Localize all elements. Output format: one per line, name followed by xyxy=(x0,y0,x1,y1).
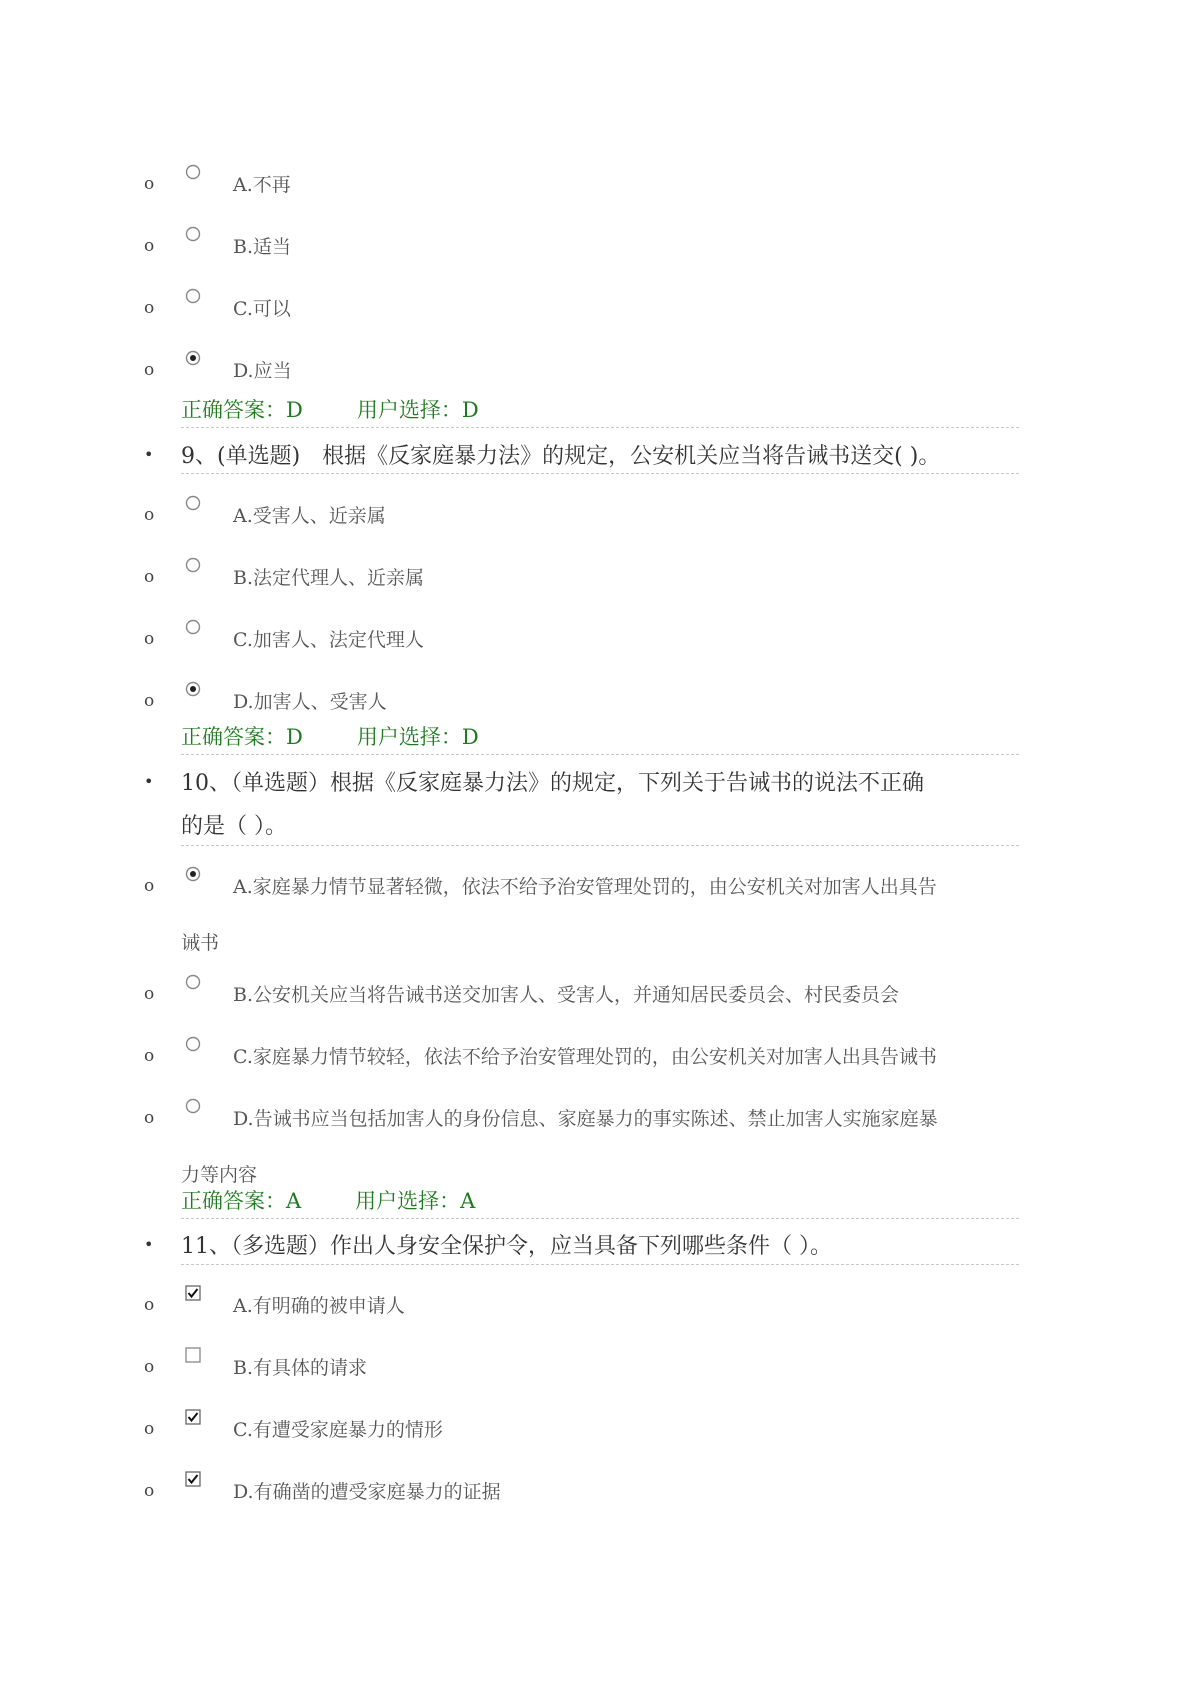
q10-option-d[interactable] xyxy=(0,1094,1191,1134)
radio-unselected-icon[interactable] xyxy=(185,1098,201,1114)
user-choice-label: 用户选择： xyxy=(355,1189,461,1213)
option-label: B.公安机关应当将告诫书送交加害人、受害人，并通知居民委员会、村民委员会 xyxy=(233,984,900,1006)
checkbox-checked-icon[interactable] xyxy=(185,1471,201,1487)
radio-selected-icon[interactable] xyxy=(185,866,201,882)
option-label: A.家庭暴力情节显著轻微，依法不给予治安管理处罚的，由公安机关对加害人出具告 xyxy=(233,876,937,898)
question-bullet: • xyxy=(144,1235,154,1254)
option-label-continued: 力等内容 xyxy=(181,1164,258,1186)
option-label: B.适当 xyxy=(233,236,292,258)
option-bullet: o xyxy=(144,360,155,380)
radio-unselected-icon[interactable] xyxy=(185,974,201,990)
radio-unselected-icon[interactable] xyxy=(185,164,201,180)
option-bullet: o xyxy=(144,984,155,1004)
option-label: B.法定代理人、近亲属 xyxy=(233,567,425,589)
option-label: D.告诫书应当包括加害人的身份信息、家庭暴力的事实陈述、禁止加害人实施家庭暴 xyxy=(233,1108,938,1130)
user-choice-value: D xyxy=(461,725,479,749)
option-bullet: o xyxy=(144,236,155,256)
q9-option-c[interactable] xyxy=(0,615,1191,655)
radio-selected-icon[interactable] xyxy=(185,681,201,697)
question-title-line-2: 的是（ ）。 xyxy=(181,814,287,839)
question-bullet: • xyxy=(144,445,154,464)
option-label: D.应当 xyxy=(233,360,292,382)
radio-unselected-icon[interactable] xyxy=(185,619,201,635)
option-label: A.不再 xyxy=(233,174,291,196)
user-choice-label: 用户选择： xyxy=(356,725,462,749)
option-label: A.有明确的被申请人 xyxy=(233,1295,405,1317)
q8-option-d[interactable] xyxy=(0,346,1191,386)
q10-option-c[interactable] xyxy=(0,1032,1191,1072)
option-label: C.加害人、法定代理人 xyxy=(233,629,424,651)
q8-option-a[interactable] xyxy=(0,160,1191,200)
q10-option-b[interactable] xyxy=(0,970,1191,1010)
user-choice-value: A xyxy=(460,1189,476,1213)
option-label: C.家庭暴力情节较轻，依法不给予治安管理处罚的，由公安机关对加害人出具告诫书 xyxy=(233,1046,937,1068)
option-label: B.有具体的请求 xyxy=(233,1357,368,1379)
radio-unselected-icon[interactable] xyxy=(185,288,201,304)
option-label: A.受害人、近亲属 xyxy=(233,505,386,527)
divider xyxy=(181,1264,1019,1265)
divider xyxy=(181,473,1019,474)
divider xyxy=(181,1218,1019,1219)
checkbox-checked-icon[interactable] xyxy=(185,1409,201,1425)
q8-option-b[interactable] xyxy=(0,222,1191,262)
q8-answer-line xyxy=(181,394,479,424)
option-label: D.加害人、受害人 xyxy=(233,691,387,713)
checkbox-checked-icon[interactable] xyxy=(185,1285,201,1301)
divider xyxy=(181,845,1019,846)
q9-option-b[interactable] xyxy=(0,553,1191,593)
correct-answer-label: 正确答案： xyxy=(181,725,286,749)
option-bullet: o xyxy=(144,1295,155,1315)
radio-unselected-icon[interactable] xyxy=(185,226,201,242)
q8-option-c[interactable] xyxy=(0,284,1191,324)
correct-answer-label: 正确答案： xyxy=(181,398,286,422)
radio-unselected-icon[interactable] xyxy=(185,1036,201,1052)
question-bullet: • xyxy=(144,772,154,791)
option-bullet: o xyxy=(144,174,155,194)
checkbox-unchecked-icon[interactable] xyxy=(185,1347,201,1363)
correct-answer-label: 正确答案： xyxy=(181,1189,286,1213)
question-title-line-1: 10、（单选题）根据《反家庭暴力法》的规定，下列关于告诫书的说法不正确 xyxy=(181,771,924,796)
option-label-continued: 诫书 xyxy=(181,932,220,954)
option-bullet: o xyxy=(144,567,155,587)
divider xyxy=(181,427,1019,428)
question-title: 11、（多选题）作出人身安全保护令，应当具备下列哪些条件（ ）。 xyxy=(181,1234,832,1259)
option-bullet: o xyxy=(144,1481,155,1501)
option-bullet: o xyxy=(144,298,155,318)
option-label: D.有确凿的遭受家庭暴力的证据 xyxy=(233,1481,501,1503)
option-label: C.有遭受家庭暴力的情形 xyxy=(233,1419,443,1441)
q10-answer-line xyxy=(181,1185,475,1215)
option-bullet: o xyxy=(144,1108,155,1128)
option-label: C.可以 xyxy=(233,298,291,320)
user-choice-label: 用户选择： xyxy=(356,398,462,422)
question-title: 9、(单选题) 根据《反家庭暴力法》的规定，公安机关应当将告诫书送交( )。 xyxy=(181,444,941,469)
correct-answer-value: D xyxy=(286,398,303,422)
correct-answer-value: D xyxy=(286,725,303,749)
option-bullet: o xyxy=(144,1046,155,1066)
option-bullet: o xyxy=(144,691,155,711)
radio-unselected-icon[interactable] xyxy=(185,495,201,511)
option-bullet: o xyxy=(144,1419,155,1439)
correct-answer-value: A xyxy=(286,1189,302,1213)
q9-option-a[interactable] xyxy=(0,491,1191,531)
q11-option-d[interactable] xyxy=(0,1467,1191,1507)
option-bullet: o xyxy=(144,876,155,896)
option-bullet: o xyxy=(144,1357,155,1377)
q9-option-d[interactable] xyxy=(0,677,1191,717)
option-bullet: o xyxy=(144,629,155,649)
q10-option-a[interactable] xyxy=(0,862,1191,902)
q11-option-a[interactable] xyxy=(0,1281,1191,1321)
user-choice-value: D xyxy=(461,398,479,422)
option-bullet: o xyxy=(144,505,155,525)
radio-unselected-icon[interactable] xyxy=(185,557,201,573)
q11-option-b[interactable] xyxy=(0,1343,1191,1383)
divider xyxy=(181,754,1019,755)
q9-answer-line xyxy=(181,721,479,751)
radio-selected-icon[interactable] xyxy=(185,350,201,366)
q11-option-c[interactable] xyxy=(0,1405,1191,1445)
